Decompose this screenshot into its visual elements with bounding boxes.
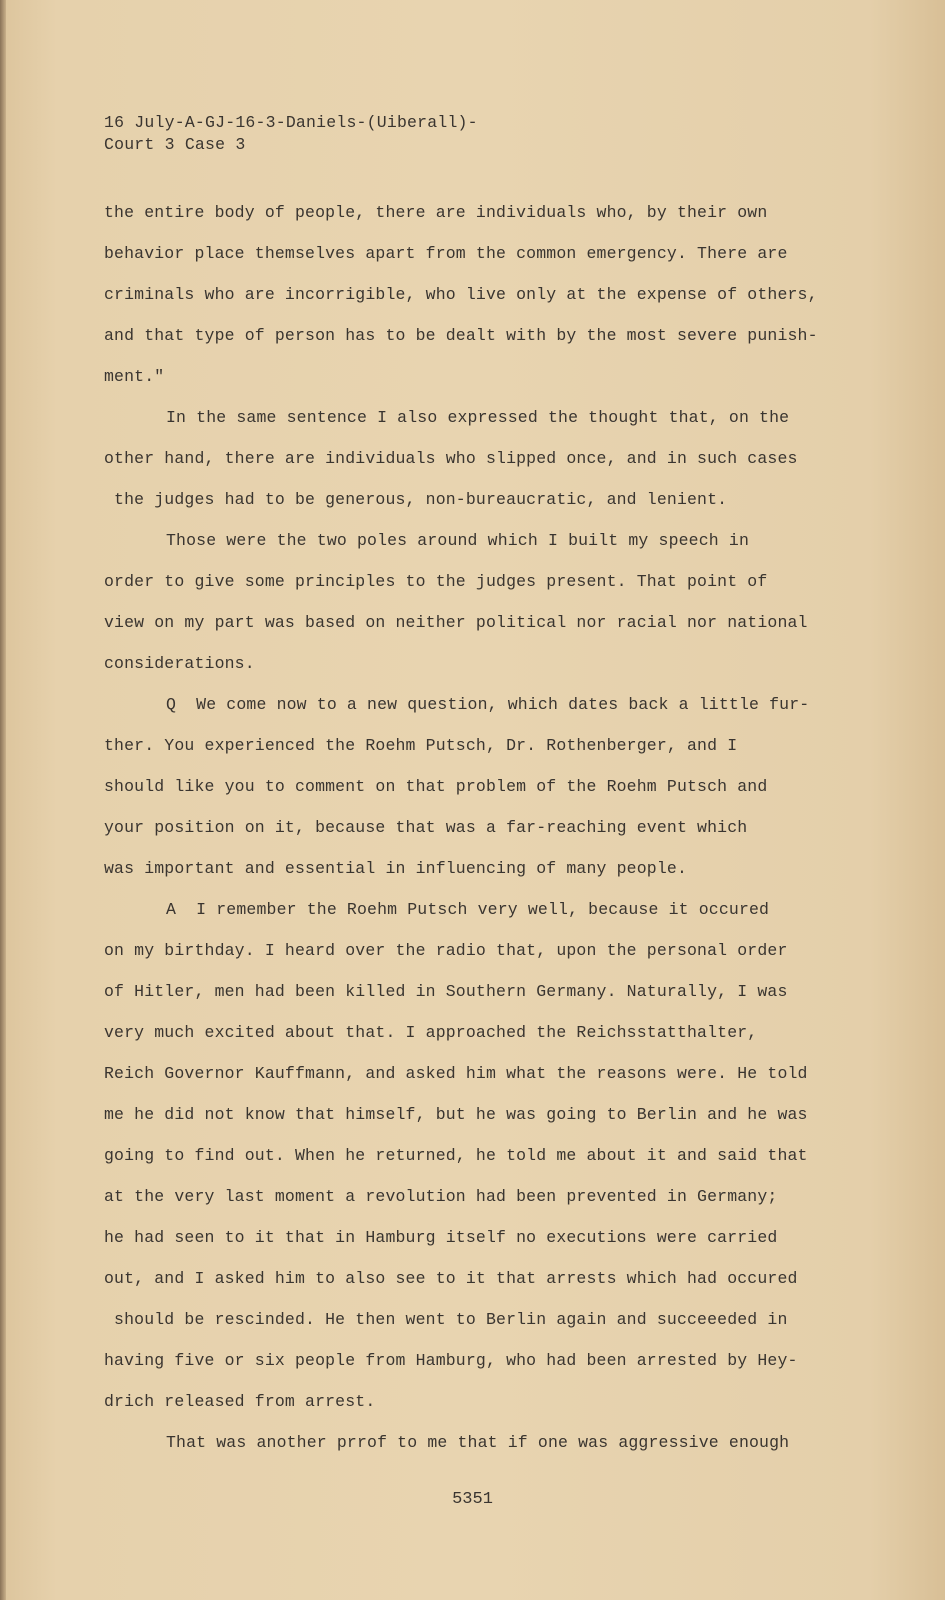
text-line: should like you to comment on that problem of the Roehm Putsch and xyxy=(104,777,768,796)
page-number: 5351 xyxy=(452,1490,493,1509)
text-line: criminals who are incorrigible, who live only at the expense of others, xyxy=(104,285,818,304)
text-line: A I remember the Roehm Putsch very well, because it occured xyxy=(166,900,770,919)
text-line: drich released from arrest. xyxy=(104,1392,376,1411)
header-line-2: Court 3 Case 3 xyxy=(104,135,246,154)
text-line: was important and essential in influencing of many people. xyxy=(104,859,687,878)
text-line: Q We come now to a new question, which dates back a little fur- xyxy=(166,695,810,714)
text-line: me he did not know that himself, but he was going to Berlin and he was xyxy=(104,1105,808,1124)
text-line: should be rescinded. He then went to Berlin again and succeeeded in xyxy=(104,1310,788,1329)
text-line: That was another prrof to me that if one was aggressive enough xyxy=(166,1433,790,1452)
text-line: going to find out. When he returned, he told me about it and said that xyxy=(104,1146,808,1165)
text-line: ment." xyxy=(104,367,165,386)
text-line: Those were the two poles around which I built my speech in xyxy=(166,531,749,550)
text-line: Reich Governor Kauffmann, and asked him what the reasons were. He told xyxy=(104,1064,808,1083)
text-line: on my birthday. I heard over the radio that, upon the personal order xyxy=(104,941,788,960)
text-line: In the same sentence I also expressed the thought that, on the xyxy=(166,408,790,427)
text-line: out, and I asked him to also see to it that arrests which had occured xyxy=(104,1269,798,1288)
header-line-1: 16 July-A-GJ-16-3-Daniels-(Uiberall)- xyxy=(104,113,478,132)
text-line: order to give some principles to the judges present. That point of xyxy=(104,572,768,591)
text-line: he had seen to it that in Hamburg itself no executions were carried xyxy=(104,1228,778,1247)
text-line: at the very last moment a revolution had been prevented in Germany; xyxy=(104,1187,778,1206)
text-line: view on my part was based on neither political nor racial nor national xyxy=(104,613,808,632)
text-line: very much excited about that. I approached the Reichsstatthalter, xyxy=(104,1023,758,1042)
text-line: having five or six people from Hamburg, who had been arrested by Hey- xyxy=(104,1351,798,1370)
page-left-edge xyxy=(0,0,6,1600)
text-line: behavior place themselves apart from the common emergency. There are xyxy=(104,244,788,263)
text-line: other hand, there are individuals who slipped once, and in such cases xyxy=(104,449,798,468)
text-line: and that type of person has to be dealt with by the most severe punish- xyxy=(104,326,818,345)
text-line: your position on it, because that was a far-reaching event which xyxy=(104,818,748,837)
text-line: the judges had to be generous, non-bureaucratic, and lenient. xyxy=(104,490,728,509)
transcript-body xyxy=(104,192,844,1463)
text-line: the entire body of people, there are individuals who, by their own xyxy=(104,203,768,222)
document-header xyxy=(104,112,478,156)
text-line: ther. You experienced the Roehm Putsch, Dr. Rothenberger, and I xyxy=(104,736,738,755)
text-line: of Hitler, men had been killed in Southern Germany. Naturally, I was xyxy=(104,982,788,1001)
text-line: considerations. xyxy=(104,654,255,673)
